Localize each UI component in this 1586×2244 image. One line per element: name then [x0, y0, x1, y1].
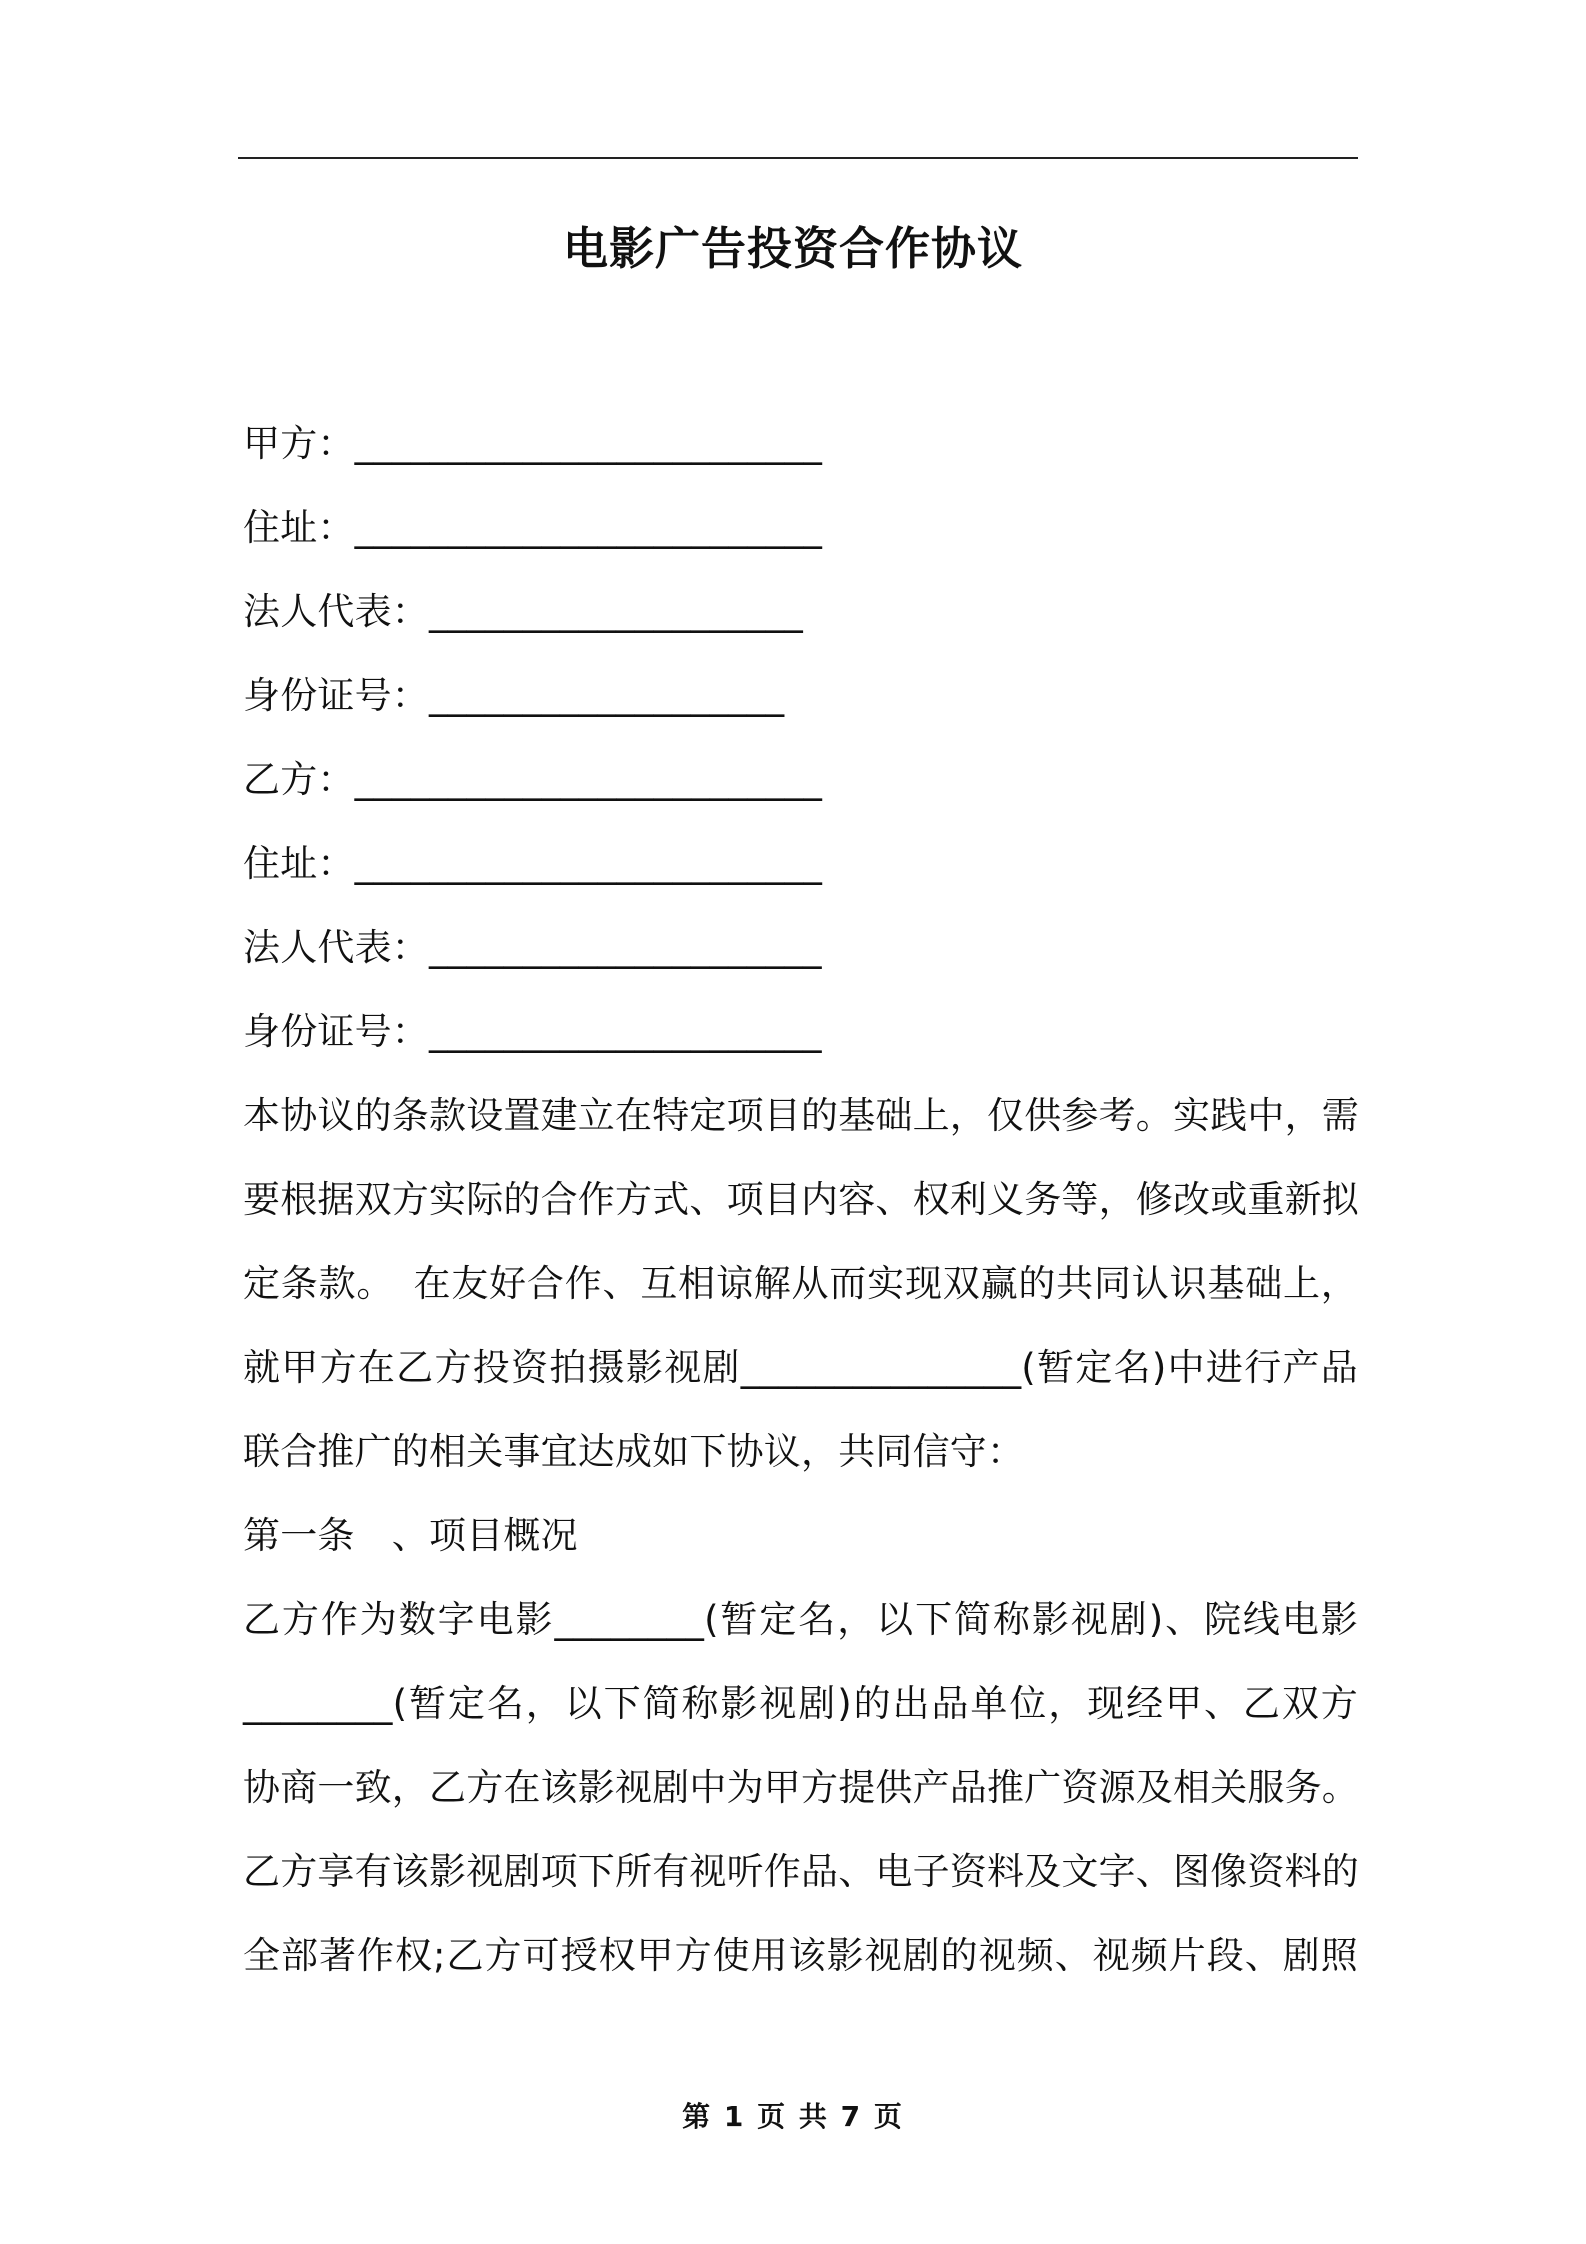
party-a-legal-rep-field: 法人代表：____________________: [243, 590, 803, 633]
header-rule: [238, 157, 1358, 159]
document-body: [243, 402, 1358, 1998]
paragraph-line: 协商一致，乙方在该影视剧中为甲方提供产品推广资源及相关服务。: [243, 1766, 1359, 1809]
paragraph-line: 就甲方在乙方投资拍摄影视剧_______________(暂定名)中进行产品: [243, 1346, 1358, 1389]
party-a-address-field: 住址：_________________________: [243, 506, 823, 549]
paragraph-line: 全部著作权;乙方可授权甲方使用该影视剧的视频、视频片段、剧照: [243, 1934, 1358, 1977]
article-heading: 第一条 、项目概况: [243, 1514, 578, 1557]
paragraph-line: 乙方作为数字电影________(暂定名，以下简称影视剧)、院线电影: [243, 1598, 1358, 1641]
paragraph-line: 乙方享有该影视剧项下所有视听作品、电子资料及文字、图像资料的: [243, 1850, 1359, 1893]
party-b-legal-rep-field: 法人代表：_____________________: [243, 926, 822, 969]
party-b-address-field: 住址：_________________________: [243, 842, 823, 885]
paragraph-line: 定条款。 在友好合作、互相谅解从而实现双赢的共同认识基础上，: [243, 1262, 1358, 1305]
party-b-id-field: 身份证号：_____________________: [243, 1010, 822, 1053]
party-b-field: 乙方：_________________________: [243, 758, 823, 801]
paragraph-line: 要根据双方实际的合作方式、项目内容、权利义务等，修改或重新拟: [243, 1178, 1359, 1221]
party-a-id-field: 身份证号：___________________: [243, 674, 785, 717]
party-a-field: 甲方：_________________________: [243, 422, 823, 465]
paragraph-line: 联合推广的相关事宜达成如下协议，共同信守：: [243, 1430, 1025, 1473]
paragraph-line: 本协议的条款设置建立在特定项目的基础上，仅供参考。实践中，需: [243, 1094, 1359, 1137]
document-title: 电影广告投资合作协议: [562, 222, 1023, 275]
page-number: 第 1 页 共 7 页: [682, 2100, 904, 2133]
paragraph-line: ________(暂定名，以下简称影视剧)的出品单位，现经甲、乙双方: [243, 1682, 1358, 1725]
